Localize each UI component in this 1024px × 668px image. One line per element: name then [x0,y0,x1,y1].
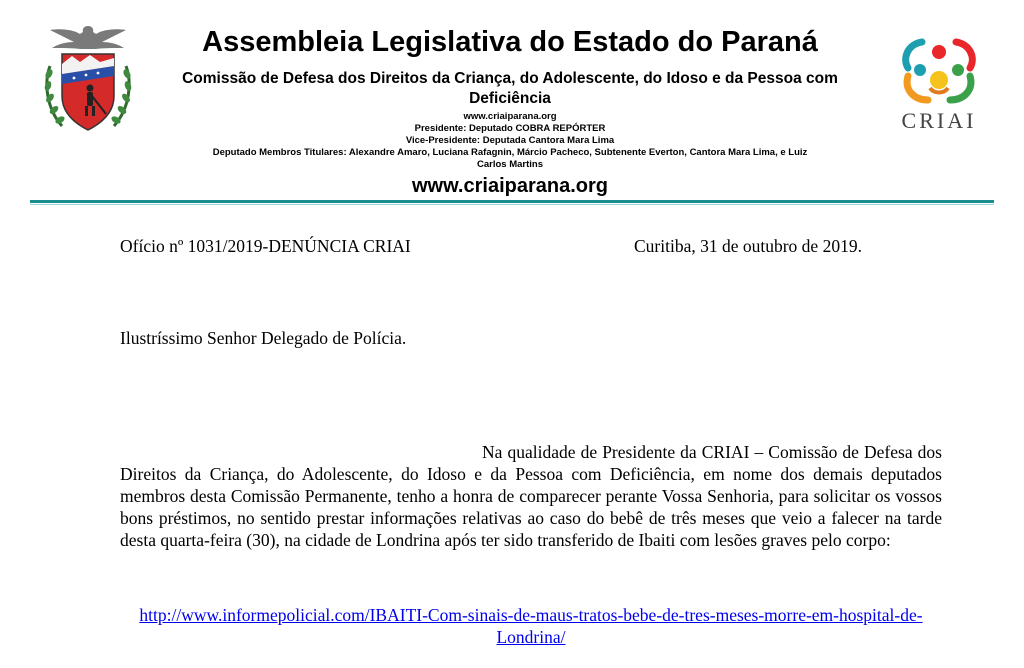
criai-logo-icon [884,28,994,134]
letter-date: Curitiba, 31 de outubro de 2019. [634,236,862,256]
header-rule-light [30,204,994,205]
website-large: www.criaiparana.org [412,175,608,197]
letter-reference: Ofício nº 1031/2019-DENÚNCIA CRIAI [120,236,411,256]
assembly-title: Assembleia Legislativa do Estado do Paraná [202,26,818,58]
website-small: www.criaiparana.org [463,111,557,122]
criai-logo-text: CRIAI [901,108,977,133]
letter-salutation: Ilustríssimo Senhor Delegado de Polícia. [120,328,407,348]
letter-paragraph-text: Na qualidade de Presidente da CRIAI – Comissão de Defesa dos Direitos da Criança, do Adolescente, do Idoso e da Pessoa com Deficiência, em nome dos demais deputados membros desta Comissão Permanente, tenho a honra de comparecer perante Vossa Senhoria, para solicitar os vossos bons préstimos, no sentido prestar informações relativas ao caso do bebê de três meses que veio a falecer na tarde desta quarta-feira (30), na cidade de Londrina após ter sido transferido de Ibaiti com lesões graves pelo corpo: [120,442,942,550]
parana-coat-of-arms-icon [40,22,136,142]
members-line: Deputado Membros Titulares: Alexandre Amaro, Luciana Rafagnin, Márcio Pacheco, Subtenente Everton, Cantora Mara Lima, e Luiz Carlos Martins [212,147,808,170]
header-rule [30,200,994,203]
president-line: Presidente: Deputado COBRA REPÓRTER [414,123,606,134]
letter-paragraph [120,441,942,551]
news-link[interactable]: http://www.informepolicial.com/IBAITI-Com-sinais-de-maus-tratos-bebe-de-tres-meses-morre-em-hospital-de-Londrina/ [139,605,923,647]
committee-name: Comissão de Defesa dos Direitos da Criança, do Adolescente, do Idoso e da Pessoa com Deficiência [182,70,838,107]
vice-president-line: Vice-Presidente: Deputada Cantora Mara Lima [405,135,615,146]
